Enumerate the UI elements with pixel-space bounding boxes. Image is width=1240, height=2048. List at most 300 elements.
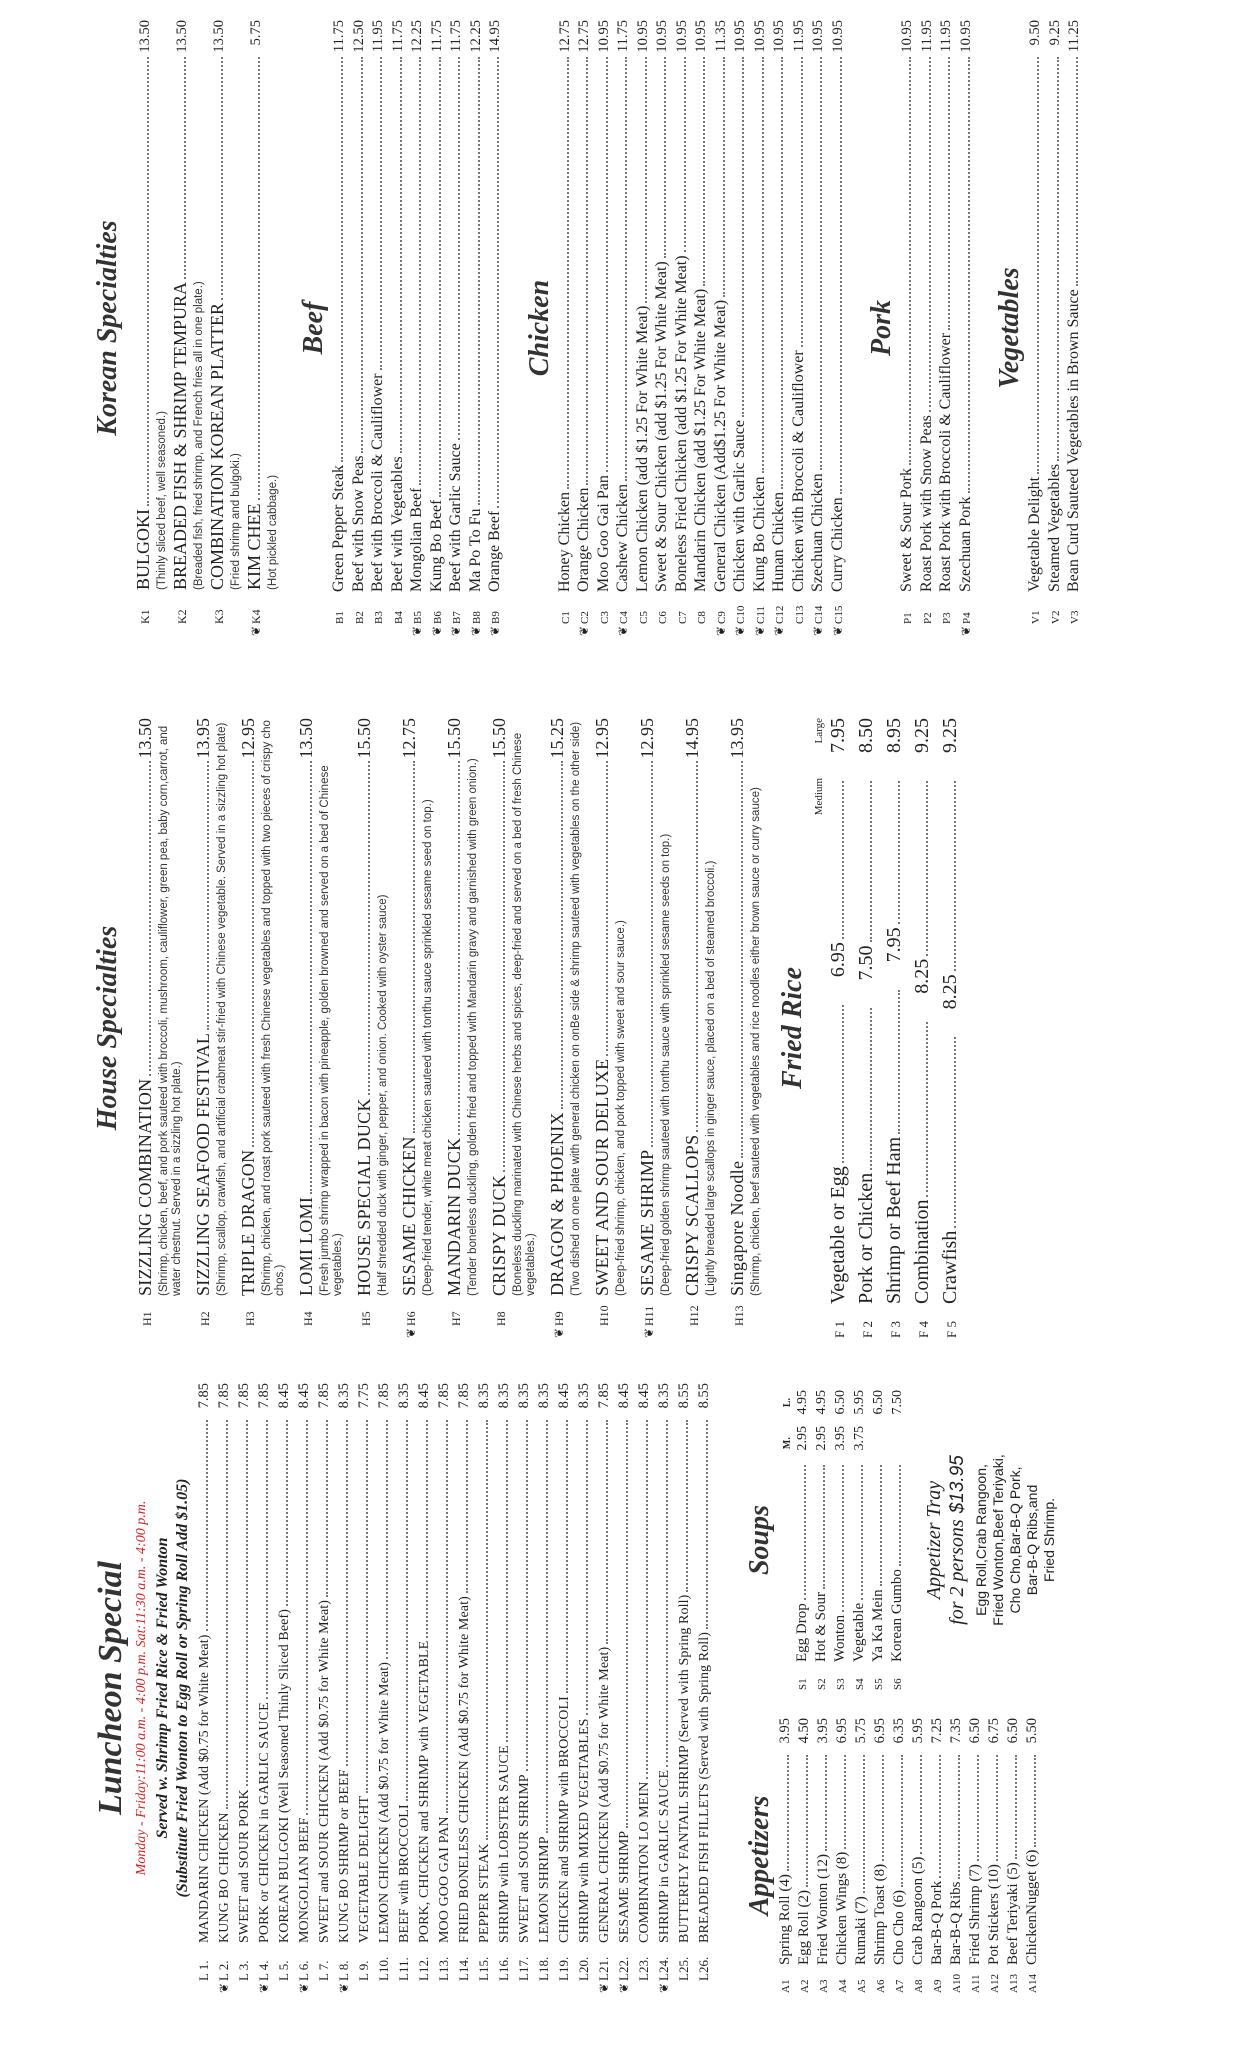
menu-item xyxy=(731,20,751,636)
item-price-large: 8.50 xyxy=(855,718,877,753)
dot-leader xyxy=(380,57,382,370)
item-code: A10 xyxy=(951,1974,963,1993)
pork-list xyxy=(898,20,976,636)
dot-leader xyxy=(1076,57,1078,286)
item-price-medium: 3.95 xyxy=(833,1426,848,1451)
item-price-large: 9.25 xyxy=(939,717,961,753)
item-code: F 5 xyxy=(944,1321,959,1338)
item-code: B6 xyxy=(431,611,444,624)
dot-leader xyxy=(898,990,900,1133)
menu-item xyxy=(194,1383,214,1993)
item-name: Bar-B-Q Ribs xyxy=(948,1881,964,1965)
item-code: B1 xyxy=(334,611,346,624)
fried-rice-title: Fried Rice xyxy=(777,966,808,1090)
house-title: House Specialties xyxy=(92,925,123,1131)
dot-leader xyxy=(787,1755,789,1871)
item-name: Beef with Garlic Sauce xyxy=(447,443,464,592)
menu-item xyxy=(243,20,267,636)
item-name: SHRIMP in GARLIC SAUCE xyxy=(657,1769,672,1943)
item-name: COMBINATION LO MEIN xyxy=(637,1781,652,1943)
dot-leader xyxy=(863,1755,865,1893)
menu-item xyxy=(634,1383,654,1993)
menu-item xyxy=(928,1718,947,1993)
item-price: 11.95 xyxy=(938,20,954,53)
item-code: L21. xyxy=(596,1956,611,1981)
item-name: Sweet & Sour Chicken (add $1.25 For White Meat) xyxy=(653,261,670,592)
item-price-large: 7.50 xyxy=(890,1390,905,1415)
menu-item xyxy=(554,1383,574,1993)
item-code: P1 xyxy=(902,612,914,624)
item-name: SWEET and SOUR CHICKEN (Add $0.75 for White Meat) xyxy=(317,1599,332,1943)
dot-leader xyxy=(920,1755,922,1854)
dot-leader xyxy=(586,1420,588,1715)
menu-item xyxy=(654,1383,674,1993)
item-code: C2 xyxy=(579,611,591,624)
menu-item xyxy=(369,20,389,636)
spicy-icon: ❦ xyxy=(958,625,973,636)
item-price: 8.35 xyxy=(576,1383,592,1409)
menu-item xyxy=(575,20,595,636)
item-code: L 5. xyxy=(276,1960,291,1981)
dot-leader xyxy=(882,1755,884,1861)
spicy-icon: ❦ xyxy=(429,625,444,636)
dot-leader xyxy=(706,1420,708,1629)
spicy-icon: ❦ xyxy=(449,625,463,636)
menu-item xyxy=(488,718,538,1338)
item-code: C7 xyxy=(676,611,689,624)
item-name: SHRIMP with LOBSTER SAUCE xyxy=(497,1745,512,1943)
item-price: 4.50 xyxy=(796,1718,812,1744)
item-code: A14 xyxy=(1027,1974,1039,1993)
spicy-icon: ❦ xyxy=(249,625,263,636)
menu-item xyxy=(636,718,673,1338)
menu-item xyxy=(454,1383,474,1993)
item-name: Crawfish xyxy=(939,1230,961,1304)
luncheon-served: Served w. Shrimp Fried Rice & Fried Wonton xyxy=(154,1537,171,1839)
dot-leader xyxy=(844,1755,846,1849)
item-price: 10.95 xyxy=(751,20,768,53)
item-price: 10.95 xyxy=(810,20,826,53)
item-code: B4 xyxy=(392,611,405,624)
item-code: S2 xyxy=(816,1678,828,1690)
dot-leader xyxy=(258,57,260,501)
item-name: Beef with Snow Peas xyxy=(349,455,367,592)
item-price: 13.50 xyxy=(211,20,227,53)
item-price: 10.95 xyxy=(634,20,651,53)
item-code: A6 xyxy=(875,1979,887,1993)
menu-item xyxy=(243,20,280,636)
item-price: 7.85 xyxy=(376,1383,392,1409)
item-code: L 6. xyxy=(296,1960,311,1981)
dot-leader xyxy=(909,57,911,465)
dot-leader xyxy=(939,1755,941,1878)
dot-leader xyxy=(419,57,421,485)
item-code: C14 xyxy=(813,605,825,624)
item-price: 10.95 xyxy=(654,20,670,53)
menu-item xyxy=(681,718,718,1338)
item-description: (Deep-fried tender, white meat chicken sauteed with tonthu sauce sprinkled sesame seed on top.) xyxy=(422,799,434,1296)
dot-leader xyxy=(1015,1755,1017,1859)
menu-item xyxy=(389,20,409,636)
menu-item xyxy=(237,718,261,1338)
item-price: 15.50 xyxy=(444,718,464,759)
menu-item xyxy=(295,718,319,1338)
spicy-icon: ❦ xyxy=(404,1327,418,1338)
item-code: S5 xyxy=(873,1678,885,1690)
menu-item xyxy=(534,1383,554,1993)
item-price-medium: 2.95 xyxy=(814,1426,829,1451)
item-price-medium: 6.95 xyxy=(827,942,849,978)
item-description: (Shrimp, scallop, crawfish, and artificial crabmeat stir-fried with Chinese vegetable. Served in a sizzling hot plate) xyxy=(216,722,228,1296)
item-code: H1 xyxy=(140,1311,154,1326)
tray-desc-line: Cho Cho,Bar-B-Q Pork, xyxy=(1007,1466,1023,1614)
item-name: PEPPER STEAK xyxy=(477,1843,492,1943)
dot-leader xyxy=(861,1465,863,1600)
menu-item xyxy=(447,20,467,636)
item-price: 11.95 xyxy=(790,20,807,53)
item-price: 7.35 xyxy=(948,1718,964,1744)
item-code: C13 xyxy=(793,605,806,624)
item-description: (Deep-fried shrimp, chicken, and pork topped with sweet and sour sauce.) xyxy=(615,920,627,1296)
tray-title: Appetizer Tray xyxy=(923,1480,945,1600)
soups-list xyxy=(793,1390,907,1690)
item-name: Egg Drop xyxy=(794,1603,810,1662)
menu-item xyxy=(869,1390,888,1690)
dot-leader xyxy=(546,1420,548,1833)
dot-leader xyxy=(1037,57,1039,474)
spicy-icon: ❦ xyxy=(811,625,825,636)
item-price: 12.75 xyxy=(556,20,573,53)
item-price: 10.95 xyxy=(829,20,846,53)
menu-item xyxy=(937,718,965,1338)
item-name: SWEET and SOUR PORK xyxy=(237,1789,252,1943)
item-name: Steamed Vegetables xyxy=(1045,463,1063,592)
item-code: L 8. xyxy=(336,1960,351,1981)
item-code: P2 xyxy=(921,612,934,624)
spicy-icon: ❦ xyxy=(752,625,767,636)
item-code: B2 xyxy=(353,611,366,624)
menu-item xyxy=(591,718,615,1338)
item-code: K4 xyxy=(249,609,263,624)
tray-desc-line: Bar-B-Q Ribs,and xyxy=(1024,1484,1040,1596)
dot-leader xyxy=(526,1420,528,1771)
item-name: SESAME SHRIMP xyxy=(617,1830,632,1943)
item-price: 13.50 xyxy=(137,20,153,53)
item-name: KIM CHEE xyxy=(244,503,264,590)
dot-leader xyxy=(646,1420,648,1779)
beef-list xyxy=(330,20,506,636)
menu-item xyxy=(937,20,957,636)
dot-leader xyxy=(806,1755,808,1887)
menu-item xyxy=(673,20,693,636)
item-name: MOO GOO GAI PAN xyxy=(437,1816,452,1943)
dot-leader xyxy=(566,1420,568,1693)
item-code: C10 xyxy=(735,605,747,624)
menu-item xyxy=(881,718,909,1338)
item-code: H12 xyxy=(687,1305,701,1326)
item-price-large: 4.95 xyxy=(795,1390,810,1415)
item-price: 8.45 xyxy=(276,1383,292,1409)
menu-item xyxy=(871,1718,890,1993)
menu-item xyxy=(692,20,712,636)
item-price: 12.75 xyxy=(576,20,592,53)
item-name: Kung Bo Chicken xyxy=(750,476,768,592)
item-description: (Fresh jumbo shrimp wrapped in bacon with pineapple, golden browned and served on a bed of Chinese vegetables.) xyxy=(319,765,344,1296)
item-code: F 2 xyxy=(860,1321,875,1338)
item-code: A1 xyxy=(780,1979,792,1993)
item-name: Chicken Wings (8) xyxy=(834,1851,850,1965)
dot-leader xyxy=(346,1420,348,1766)
chicken-list xyxy=(556,20,849,636)
item-price: 7.85 xyxy=(216,1383,232,1409)
item-name: CHICKEN and SHRIMP with BROCCOLI xyxy=(557,1696,572,1943)
menu-item xyxy=(918,20,938,636)
item-name: Ya Ka Mein xyxy=(870,1589,886,1662)
luncheon-hours: Monday - Friday:11:00 a.m. - 4:00 p.m. Sat:11:30 a.m. - 4:00 p.m. xyxy=(134,1500,149,1876)
item-code: L25. xyxy=(676,1956,691,1981)
house-list xyxy=(134,718,763,1338)
dot-leader xyxy=(458,762,460,1135)
menu-item xyxy=(594,1383,614,1993)
menu-item xyxy=(350,20,370,636)
soup-large-label: L. xyxy=(782,1398,793,1408)
item-code: P4 xyxy=(960,612,973,624)
item-name: BREADED FISH & SHRIMP TEMPURA xyxy=(170,281,190,590)
item-code: C6 xyxy=(657,611,669,624)
menu-item xyxy=(234,1383,254,1993)
menu-item xyxy=(486,20,506,636)
item-price: 3.95 xyxy=(777,1718,793,1744)
menu-item xyxy=(825,718,853,1338)
item-price-large: 6.50 xyxy=(833,1390,848,1415)
item-code: L12. xyxy=(416,1956,431,1981)
dot-leader xyxy=(413,762,415,1134)
menu-item xyxy=(428,20,448,636)
menu-item xyxy=(132,20,156,636)
item-name: Lemon Chicken (add $1.25 For White Meat) xyxy=(633,305,651,592)
item-code: L11. xyxy=(396,1957,411,1981)
item-price: 6.35 xyxy=(891,1718,907,1744)
menu-item xyxy=(966,1718,985,1993)
item-code: L10. xyxy=(376,1956,391,1981)
dot-leader xyxy=(696,762,698,1132)
item-code: A2 xyxy=(799,1979,811,1993)
menu-item xyxy=(831,1390,850,1690)
item-code: H9 xyxy=(552,1311,566,1326)
item-name: Singapore Noodle xyxy=(727,1160,747,1296)
dot-leader xyxy=(206,1420,208,1632)
item-price: 8.35 xyxy=(336,1383,352,1409)
dot-leader xyxy=(823,1465,825,1589)
menu-item xyxy=(909,1718,928,1993)
chicken-section xyxy=(524,20,849,636)
spicy-icon: ❦ xyxy=(616,625,630,636)
item-code: C12 xyxy=(774,605,786,624)
item-name: Szechuan Chicken xyxy=(809,473,826,592)
tray-description xyxy=(973,1390,1058,1690)
item-price: 6.50 xyxy=(967,1718,983,1744)
menu-item xyxy=(1026,20,1046,636)
item-description: (Fried shrimp and bulgoki.) xyxy=(230,453,242,590)
dot-leader xyxy=(666,1420,668,1767)
pork-section xyxy=(866,20,976,636)
menu-item xyxy=(614,1383,634,1993)
item-name: Vegetable Delight xyxy=(1026,476,1043,592)
menu-item xyxy=(751,20,771,636)
item-price: 6.95 xyxy=(834,1718,850,1744)
menu-item xyxy=(1046,20,1066,636)
item-price: 8.35 xyxy=(476,1383,492,1409)
item-code: L19. xyxy=(556,1956,571,1981)
item-code: A3 xyxy=(818,1979,830,1993)
dot-leader xyxy=(466,1420,468,1593)
item-price: 11.75 xyxy=(428,20,445,53)
item-name: Orange Chicken xyxy=(575,487,592,592)
fried-rice-medium-label: Medium xyxy=(813,778,825,816)
dot-leader xyxy=(149,762,151,1076)
appetizers-list xyxy=(776,1718,1042,1993)
menu-item xyxy=(494,1383,514,1993)
dot-leader xyxy=(742,57,744,417)
item-price: 8.35 xyxy=(516,1383,532,1409)
item-name: Sweet & Sour Pork xyxy=(898,468,915,592)
item-code: B3 xyxy=(373,611,385,624)
spicy-icon: ❦ xyxy=(642,1327,656,1338)
dot-leader xyxy=(147,57,149,506)
item-code: L13. xyxy=(436,1956,451,1981)
dot-leader xyxy=(426,1420,428,1638)
item-name: Roast Pork with Broccoli & Cauliflower xyxy=(937,332,954,592)
soup-medium-label: M. xyxy=(782,1437,793,1450)
item-name: Fried Wonton (12) xyxy=(815,1853,831,1965)
item-code: L24. xyxy=(656,1956,671,1981)
menu-item xyxy=(726,718,750,1338)
item-name: FRIED BONELESS CHICKEN (Add $0.75 for White Meat) xyxy=(457,1596,472,1943)
pork-title: Pork xyxy=(866,300,897,356)
item-code: P3 xyxy=(941,612,953,624)
appetizer-soup-block xyxy=(744,1383,1058,1993)
dot-leader xyxy=(1034,1755,1036,1847)
item-price: 8.45 xyxy=(636,1383,652,1409)
dot-leader xyxy=(842,781,844,939)
item-price-medium: 8.25 xyxy=(911,958,933,994)
item-name: MANDARIN CHICKEN (Add $0.75 for White Meat) xyxy=(197,1634,212,1943)
item-price: 12.25 xyxy=(467,20,484,53)
item-price: 13.95 xyxy=(727,718,747,759)
item-code: A5 xyxy=(856,1979,868,1993)
item-name: Green Pepper Steak xyxy=(330,464,347,592)
menu-item xyxy=(636,718,660,1338)
item-name: PORK or CHICKEN in GARLIC SAUCE xyxy=(257,1702,272,1943)
item-code: L 7. xyxy=(316,1960,331,1981)
item-name: Szechuan Pork xyxy=(956,496,974,592)
item-price: 10.95 xyxy=(732,20,748,53)
menu-item xyxy=(467,20,487,636)
item-name: TRIPLE DRAGON xyxy=(238,1149,258,1296)
item-code: K3 xyxy=(212,609,226,624)
item-code: F 1 xyxy=(832,1321,847,1338)
beef-title: Beef xyxy=(298,301,329,355)
item-price: 9.25 xyxy=(1046,20,1063,46)
item-price: 15.50 xyxy=(489,718,509,759)
dot-leader xyxy=(400,57,402,453)
item-code: H4 xyxy=(301,1311,315,1326)
item-name: Mandarin Chicken (add $1.25 For White Meat) xyxy=(692,288,709,592)
item-description: (Lightly breaded large scallops in ginger sauce, placed on a bed of steamed broccoli.) xyxy=(705,860,717,1296)
item-price: 12.95 xyxy=(592,718,612,759)
item-price-medium: 2.95 xyxy=(795,1426,810,1451)
item-code: L22. xyxy=(616,1956,631,1981)
spicy-icon: ❦ xyxy=(552,1327,566,1338)
menu-item xyxy=(812,1390,831,1690)
item-code: A11 xyxy=(970,1974,982,1993)
item-description: (Tender boneless duckling, golden fried and topped with Mandarin gravy and garnished with green onion.) xyxy=(467,758,479,1296)
dot-leader xyxy=(266,1420,268,1699)
item-price: 8.45 xyxy=(616,1383,632,1409)
menu-item xyxy=(132,20,169,636)
item-price: 7.85 xyxy=(436,1383,452,1409)
spicy-icon: ❦ xyxy=(830,625,845,636)
item-name: Vegetable xyxy=(851,1602,867,1662)
item-code: C1 xyxy=(559,611,572,624)
item-description: (Breaded fish, fried shrimp, and French fries all in one plate.) xyxy=(193,281,205,590)
item-price: 10.95 xyxy=(957,20,974,53)
item-name: Bean Curd Sauteed Vegetables in Brown Sauce xyxy=(1065,289,1082,592)
item-name: MANDARIN DUCK xyxy=(444,1137,464,1296)
item-name: SWEET and SOUR SHRIMP xyxy=(517,1774,532,1943)
item-description: (Hot pickled cabbage.) xyxy=(267,474,279,590)
menu-item xyxy=(853,718,881,1338)
dot-leader xyxy=(446,1420,448,1813)
item-code: F 4 xyxy=(916,1321,931,1338)
dot-leader xyxy=(586,57,588,485)
dot-leader xyxy=(439,57,441,497)
menu-item xyxy=(1004,1718,1023,1993)
spicy-icon: ❦ xyxy=(297,1982,311,1993)
item-name: Cashew Chicken xyxy=(614,484,631,592)
dot-leader xyxy=(503,762,505,1172)
item-name: SHRIMP with MIXED VEGETABLES xyxy=(577,1718,592,1943)
beef-section xyxy=(298,20,506,636)
menu-item xyxy=(254,1383,274,1993)
dot-leader xyxy=(406,1420,408,1801)
menu-item xyxy=(653,20,673,636)
item-code: C8 xyxy=(696,611,708,624)
menu-item xyxy=(595,20,615,636)
menu-item xyxy=(898,20,918,636)
item-code: L15. xyxy=(476,1956,491,1981)
item-price: 5.95 xyxy=(910,1718,926,1744)
spicy-icon: ❦ xyxy=(657,1982,671,1993)
item-price-large: 9.25 xyxy=(911,717,933,753)
dot-leader xyxy=(820,57,822,470)
menu-item xyxy=(809,20,829,636)
dot-leader xyxy=(926,1022,928,1197)
menu-item xyxy=(353,718,390,1338)
item-price-medium: 3.75 xyxy=(852,1426,867,1451)
dot-leader xyxy=(840,57,842,494)
vegetables-section xyxy=(994,20,1085,636)
dot-leader xyxy=(825,1755,827,1851)
item-name: KUNG BO CHICKEN xyxy=(217,1812,232,1943)
item-price-medium: 7.50 xyxy=(855,945,877,981)
item-price: 15.50 xyxy=(354,718,374,759)
item-price: 11.75 xyxy=(331,20,347,53)
dot-leader xyxy=(252,762,254,1147)
luncheon-list xyxy=(194,1383,714,1993)
dot-leader xyxy=(606,762,608,1056)
dot-leader xyxy=(606,1420,608,1644)
